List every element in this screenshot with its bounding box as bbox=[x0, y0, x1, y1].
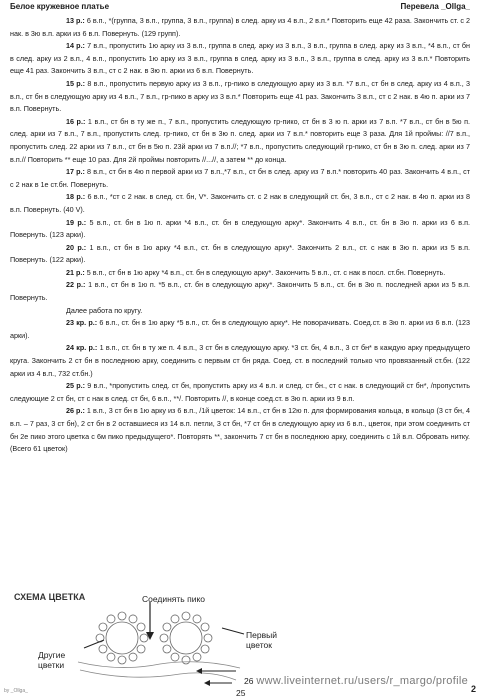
row-label: 25 р.: bbox=[66, 381, 86, 391]
row-number-26: 26 bbox=[244, 676, 254, 686]
first-flower-label: Первый цветок bbox=[246, 630, 277, 650]
right-flower bbox=[160, 612, 212, 664]
instruction-row bbox=[10, 116, 470, 166]
row-text: 9 в.п., *пропустить след. ст бн, пропустить арку из 4 в.п. и след. ст бн., ст с нак. в следующий ст бн*, /пропустить следующие 2 ст бн, ст с нак в след. ст бн, 6 в.п., **/. Повторить //, в конце соед.ст. в 3ю п. арки из 9 в.п. bbox=[10, 381, 470, 403]
row-label: 13 р.: bbox=[66, 16, 85, 25]
row-label: 14 р.: bbox=[66, 41, 85, 51]
document-title: Белое кружевное платье bbox=[10, 2, 110, 11]
row-label: 22 р.: bbox=[66, 280, 86, 290]
row-label: 21 р.: bbox=[66, 267, 85, 277]
row-label: 19 р.: bbox=[66, 217, 87, 227]
watermark: www.liveinternet.ru/users/r_margo/profile bbox=[256, 675, 468, 687]
page-number: 2 bbox=[470, 684, 476, 694]
row-label: 20 р.: bbox=[66, 242, 87, 252]
row-text: 6 в.п., *ст с 2 нак. в след. ст. бн, V*. Закончить ст. с 2 нак в следующий ст. бн, 3 в.п., ст с 2 нак. в 4ю п. арки из 8 в.п. Повернуть. (40 V). bbox=[10, 192, 471, 214]
instruction-row bbox=[10, 166, 470, 191]
instruction-row bbox=[10, 40, 470, 78]
instruction-row bbox=[10, 267, 470, 280]
row-text: 8 в.п., ст бн в 4ю п первой арки из 7 в.п.,*7 в.п., ст бн в след. арку из 7 в.п.* повторить 40 раз. Закончить 4 в.п., ст с 2 нак в 1е ст.бн. Повернуть. bbox=[10, 167, 470, 189]
instruction-row bbox=[10, 317, 470, 342]
row-label: 17 р.: bbox=[66, 167, 85, 177]
row-text: Далее работа по кругу. bbox=[66, 305, 143, 315]
row-text: 6 в.п., ст. бн в 1ю арку *5 в.п., ст. бн в следующую арку*. Не поворачивать. Соед.ст. в 3ю п. арки из 6 в.п. (123 арки). bbox=[10, 318, 470, 340]
instruction-row bbox=[10, 279, 470, 304]
row-text: 6 в.п., *(группа, 3 в.п., группа, 3 в.п., группа) в след. арку из 4 в.п., 2 в.п.* Повторить еще 42 раза. Закончить ст. с 2 нак. в 3ю в.п. арки из 6 в.п. Повернуть. (129 групп). bbox=[10, 16, 470, 38]
instruction-row bbox=[10, 380, 470, 405]
instruction-row bbox=[10, 191, 470, 216]
row-label: 26 р.: bbox=[66, 406, 85, 416]
corner-note: by _Ollga_ bbox=[4, 688, 28, 694]
scheme-title: СХЕМА ЦВЕТКА bbox=[14, 592, 86, 602]
join-picot-label: Соединять пико bbox=[142, 594, 205, 604]
row-label: 24 кр. р.: bbox=[66, 343, 98, 353]
row-label: 16 р.: bbox=[66, 116, 86, 126]
page-header bbox=[10, 2, 470, 14]
row-text: 1 в.п., 3 ст бн в 1ю арку из 6 в.п., /1й цветок: 14 в.п., ст бн в 12ю п. для формирования кольца, в кольцо (3 ст бн, 4 в.п. – 7 раз, 3 ст бн), 2 ст бн в 2 оставшиеся из 14 в.п. петли, 3 ст бн, *7 ст бн в следующую арку из 6 в.п., цветок, при этом соединить ст бн 2е пико этого цветка с 6м пико предыдущего*. Повторять **, закончить 7 ст бн в последнюю арку, соединить с 1й в.п. Обровать нитку. (Всего 61 цветок) bbox=[10, 406, 470, 454]
row-label: 15 р.: bbox=[66, 78, 86, 88]
instruction-row bbox=[10, 342, 470, 380]
left-flower bbox=[96, 612, 148, 664]
row-text: 7 в.п., пропустить 1ю арку из 3 в.п., группа в след. арку из 3 в.п., 3 в.п., группа в след. арку из 3 в.п., *4 в.п., ст бн в след. арку из 2 в.п., 4 в.п., пропустить 1ю арку из 3 в.п., группа в след. арку из 3 в.п., 3 в.п., группа в след. арку из 3 в.п.* Повторить еще 41 раз. Закончить 3 в.п., ст с 2 нак. в 3ю п. арки из 6 в.п. Повернуть. bbox=[10, 41, 470, 76]
instruction-row bbox=[10, 405, 470, 455]
row-text: 1 в.п., ст бн в 1ю п. *5 в.п., ст. бн в следующую арку*. Закончить 5 в.п., ст. бн в 3ю п. последней арки из 5 в.п. Повернуть. bbox=[10, 280, 470, 303]
instruction-row bbox=[10, 217, 470, 242]
row-number-25: 25 bbox=[236, 688, 246, 698]
translator-credit: Перевела _Ollga_ bbox=[400, 2, 470, 11]
row-text: 5 в.п., ст бн в 1ю арку *4 в.п., ст. бн в следующую арку*. Закончить 5 в.п., ст. с нак в посл. ст.бн. Повернуть. bbox=[84, 267, 446, 277]
row-label: 18 р.: bbox=[66, 192, 86, 202]
row-text: 5 в.п., ст. бн в 1ю п. арки *4 в.п., ст. бн в следующую арку*. Закончить 4 в.п., ст. бн в 3ю п. арки из 6 в.п. Повернуть. (123 арки). bbox=[10, 217, 470, 240]
other-flowers-label: Другие цветки bbox=[38, 650, 66, 670]
instruction-row bbox=[10, 242, 470, 267]
row-text: 1 в.п., ст бн в 1ю арку *4 в.п., ст. бн в следующую арку*. Закончить 2 в.п., ст. с нак в 3ю п. арки из 5 в.п. Повернуть. (122 арки). bbox=[10, 242, 470, 265]
row-label: 23 кр. р.: bbox=[66, 318, 98, 328]
pattern-instructions bbox=[10, 15, 470, 456]
row-text: 1 в.п., ст. бн в ту же п. 4 в.п., 3 ст бн в следующую арку. *3 ст. бн, 4 в.п., 3 ст бн* в каждую арку предыдущего круга. Закончить 2 ст бн в последнюю арку, соединить с первым ст бн ряда. Соед. ст. в последний только что провязанный ст.бн. (122 арки из 4 в.п., 732 ст.бн.) bbox=[10, 343, 470, 378]
instruction-row bbox=[10, 305, 470, 318]
instruction-row bbox=[10, 15, 470, 40]
instruction-row bbox=[10, 78, 470, 116]
row-text: 1 в.п., ст бн в ту же п., 7 в.п., пропустить следующую гр-пико, ст бн в 3 ю п. арки из 7 в.п. *7 в.п., ст бн в 5ю п. след. арки из 7 в.п., 7 в.п., пропустить след. гр-пико, ст бн в 3ю п. след. арки из 7 в.п.* повторить еще 3 раза. Для 1й проймы: //7 в.п., пропустить след. 22 арки из 7 в.п., ст бн в 5ю п. 23й арки из 7 в.п.//; *7 в.п., пропустить следующий гр-пико, ст бн в 3ю п. след. арки из 7 в.п.// Повторить ** еще 10 раз. Для 2й проймы повторить //...//, а затем ** до конца. bbox=[10, 116, 470, 164]
row-text: 8 в.п., пропустить первую арку из 3 в.п., гр-пико в следующую арку из 3 в.п. *7 в.п., ст бн в след. арку из 4 в.п., 3 в.п., ст бн в следующую арку из 4 в.п., 7 в.п., гр-пико в арку из 3 в.п.* Повторить еще 41 раз. Закончить 3 в.п., ст с 2 нак. в 4ю п. арки из 7 в.п. Повернуть. bbox=[10, 78, 470, 114]
